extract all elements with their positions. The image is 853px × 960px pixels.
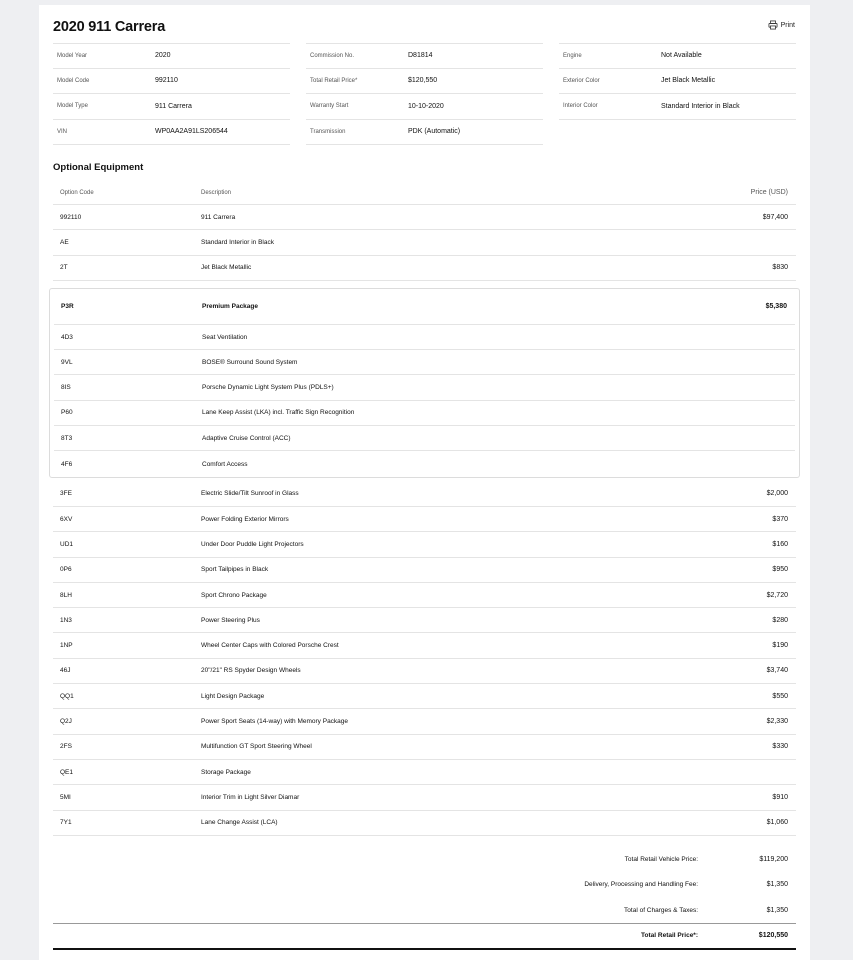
spec-value: $120,550: [408, 77, 438, 85]
option-row: [53, 633, 796, 658]
option-description: Premium Package: [202, 302, 259, 310]
option-code: P60: [61, 409, 73, 417]
option-price: $1,060: [766, 819, 788, 827]
option-code: P3R: [61, 302, 74, 310]
spec-row: [306, 94, 543, 120]
option-price: $2,000: [766, 490, 788, 498]
option-description: Sport Tailpipes in Black: [201, 566, 269, 574]
option-code: UD1: [60, 540, 74, 548]
grand-total-value: $120,550: [758, 932, 788, 940]
option-code: 5MI: [60, 793, 71, 801]
total-row: [53, 847, 796, 872]
option-description: Lane Change Assist (LCA): [201, 819, 278, 827]
spec-label: Interior Color: [563, 103, 598, 110]
spec-value: 2020: [155, 52, 171, 60]
options-list: [53, 205, 796, 836]
total-label: Delivery, Processing and Handling Fee:: [584, 881, 698, 889]
option-price: $160: [772, 540, 788, 548]
page-title: 2020 911 Carrera: [53, 19, 166, 35]
option-code: Q2J: [60, 717, 72, 725]
option-price: $370: [772, 515, 788, 523]
option-code: 2FS: [60, 743, 72, 751]
option-row: [54, 426, 795, 451]
spec-label: Total Retail Price*: [310, 77, 358, 84]
spec-label: Transmission: [310, 128, 346, 135]
spec-value: 992110: [155, 77, 178, 85]
option-description: Sport Chrono Package: [201, 591, 267, 599]
option-price: $830: [772, 264, 788, 272]
option-price: $950: [772, 566, 788, 574]
total-label: Total Retail Vehicle Price:: [624, 856, 698, 864]
option-description: Multifunction GT Sport Steering Wheel: [201, 743, 312, 751]
spec-value: PDK (Automatic): [408, 128, 461, 136]
spec-row: [53, 69, 290, 95]
option-row: [53, 532, 796, 557]
total-value: $1,350: [766, 881, 788, 889]
option-row: [53, 482, 796, 507]
specs-table: [53, 43, 796, 145]
option-price: $5,380: [765, 302, 787, 310]
option-description: Light Design Package: [201, 692, 265, 700]
spec-value: Standard Interior in Black: [661, 102, 740, 110]
description-header: Description: [201, 189, 232, 196]
option-description: Power Steering Plus: [201, 616, 260, 624]
option-price: $330: [772, 743, 788, 751]
option-code: AE: [60, 238, 69, 246]
totals-section: [53, 847, 796, 950]
option-description: Standard Interior in Black: [201, 238, 274, 246]
option-code: 9VL: [61, 358, 73, 366]
option-row: [53, 760, 796, 785]
spec-row: [306, 43, 543, 69]
print-label: Print: [780, 21, 795, 29]
option-description: 911 Carrera: [201, 213, 236, 221]
option-description: Under Door Puddle Light Projectors: [201, 540, 304, 548]
print-button[interactable]: [768, 20, 795, 30]
price-header: Price (USD): [750, 189, 788, 196]
option-description: Lane Keep Assist (LKA) incl. Traffic Sign Recognition: [202, 409, 355, 417]
option-description: Jet Black Metallic: [201, 264, 252, 272]
spec-label: Exterior Color: [563, 77, 600, 84]
option-description: Seat Ventilation: [202, 333, 248, 341]
option-row: [53, 583, 796, 608]
option-price: $2,330: [766, 717, 788, 725]
option-row: [54, 451, 795, 476]
printer-icon: [768, 20, 778, 30]
option-code: 1N3: [60, 616, 72, 624]
spec-column: [306, 43, 543, 145]
option-row: [53, 811, 796, 836]
option-code: 2T: [60, 264, 68, 272]
premium-package-group: [49, 288, 800, 478]
option-code: QQ1: [60, 692, 74, 700]
option-code: 992110: [60, 213, 82, 221]
total-row: [53, 898, 796, 923]
option-code: 3FE: [60, 490, 72, 498]
option-row: [54, 375, 795, 400]
option-description: Storage Package: [201, 768, 251, 776]
option-description: Porsche Dynamic Light System Plus (PDLS+): [202, 384, 334, 392]
option-description: Power Folding Exterior Mirrors: [201, 515, 289, 523]
option-row: [53, 507, 796, 532]
total-row: [53, 872, 796, 897]
spec-label: Engine: [563, 52, 582, 59]
option-row: [53, 709, 796, 734]
spec-row: [53, 43, 290, 69]
total-label: Total of Charges & Taxes:: [624, 906, 698, 914]
spec-label: Warranty Start: [310, 103, 349, 110]
option-description: Interior Trim in Light Silver Diamar: [201, 793, 300, 801]
spec-row: [306, 69, 543, 95]
total-value: $119,200: [759, 856, 788, 864]
spec-value: D81814: [408, 52, 433, 60]
spec-row: [559, 43, 796, 69]
option-code: 6XV: [60, 515, 73, 523]
option-row: [53, 558, 796, 583]
option-code: 8LH: [60, 591, 72, 599]
option-price: $97,400: [762, 213, 788, 221]
option-row: [54, 325, 795, 350]
option-description: 20"/21" RS Spyder Design Wheels: [201, 667, 301, 675]
option-row: [54, 289, 795, 325]
option-row: [53, 256, 796, 281]
spec-value: 10-10-2020: [408, 102, 444, 110]
option-row: [53, 230, 796, 255]
option-price: $3,740: [766, 667, 788, 675]
spec-row: [306, 120, 543, 146]
spec-column: [559, 43, 796, 145]
option-description: Electric Slide/Tilt Sunroof in Glass: [201, 490, 299, 498]
option-code: 46J: [60, 667, 71, 675]
option-code: 8T3: [61, 434, 73, 442]
option-description: Comfort Access: [202, 460, 248, 468]
option-row: [53, 608, 796, 633]
spec-label: Model Year: [57, 52, 88, 59]
spec-label: Model Code: [57, 77, 90, 84]
option-row: [54, 401, 795, 426]
option-code: 7Y1: [60, 819, 72, 827]
option-description: Power Sport Seats (14-way) with Memory Package: [201, 717, 349, 725]
option-row: [54, 350, 795, 375]
option-code: QE1: [60, 768, 74, 776]
option-row: [53, 785, 796, 810]
spec-row: [559, 94, 796, 120]
vehicle-sticker-card: [39, 5, 810, 960]
option-row: [53, 659, 796, 684]
spec-row: [53, 94, 290, 120]
spec-value: Jet Black Metallic: [661, 77, 716, 85]
option-price: $2,720: [766, 591, 788, 599]
option-description: BOSE® Surround Sound System: [202, 358, 298, 366]
spec-column: [53, 43, 290, 145]
option-code: 4F6: [61, 460, 73, 468]
grand-total-label: Total Retail Price*:: [641, 932, 698, 940]
option-code: 1NP: [60, 642, 73, 650]
options-header-row: [53, 181, 796, 205]
spec-row: [559, 69, 796, 95]
optional-equipment-title: Optional Equipment: [53, 162, 144, 173]
spec-value: 911 Carrera: [155, 102, 192, 110]
option-price: $550: [772, 692, 788, 700]
option-row: [53, 684, 796, 709]
option-row: [53, 735, 796, 760]
spec-label: Commission No.: [310, 52, 355, 59]
option-price: $280: [772, 616, 788, 624]
total-value: $1,350: [766, 906, 788, 914]
spec-value: Not Available: [661, 52, 702, 60]
option-row: [53, 205, 796, 230]
option-price: $910: [772, 793, 788, 801]
option-description: Adaptive Cruise Control (ACC): [202, 434, 291, 442]
spec-row: [53, 120, 290, 146]
option-description: Wheel Center Caps with Colored Porsche Crest: [201, 642, 339, 650]
spec-label: VIN: [57, 128, 68, 135]
option-code-header: Option Code: [60, 189, 94, 196]
spec-value: WP0AA2A91LS206544: [155, 128, 228, 136]
option-code: 0P6: [60, 566, 72, 574]
spec-label: Model Type: [57, 103, 88, 110]
option-code: 8IS: [61, 384, 71, 392]
option-price: $190: [772, 642, 788, 650]
grand-total-row: [53, 923, 796, 950]
option-code: 4D3: [61, 333, 73, 341]
